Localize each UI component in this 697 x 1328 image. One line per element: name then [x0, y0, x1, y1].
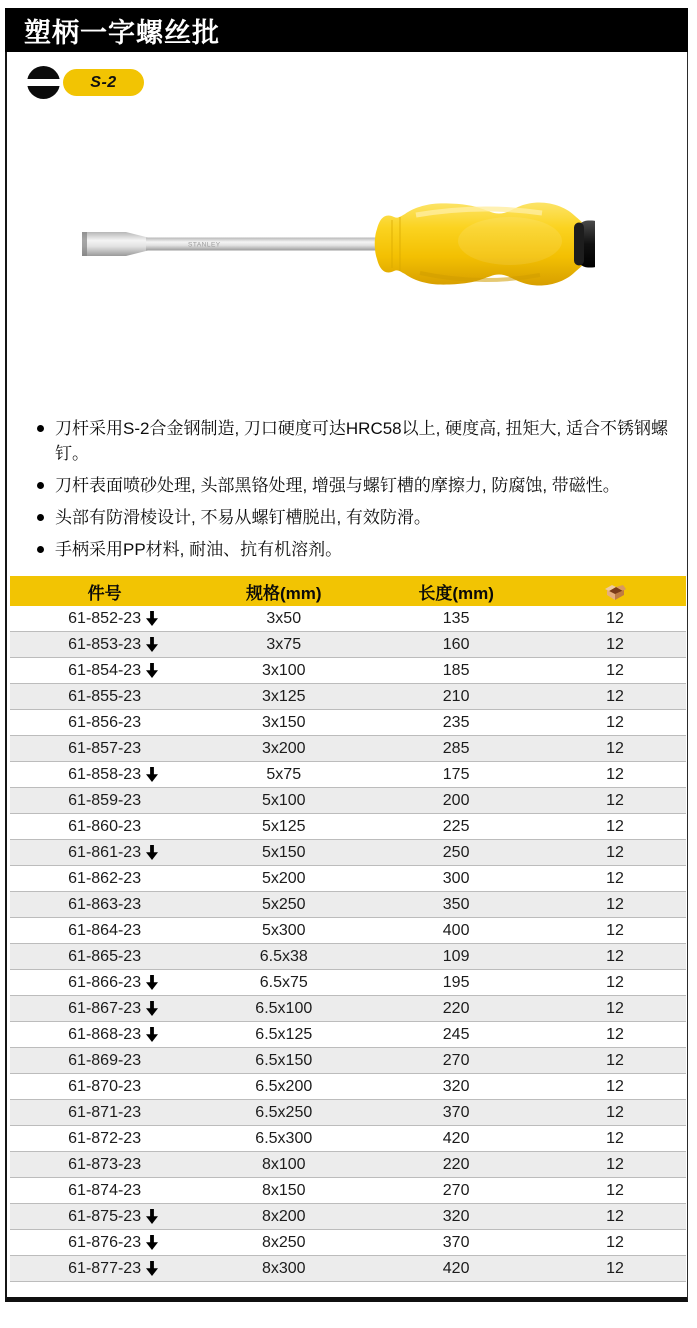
length-cell: 109 — [368, 944, 544, 970]
table-row — [10, 892, 686, 918]
part-number: 61-858-23 — [68, 765, 142, 783]
table-row — [10, 1152, 686, 1178]
table-row — [10, 1204, 686, 1230]
parts-table-body — [10, 606, 686, 1282]
feature-list — [36, 416, 672, 562]
pack-qty-cell: 12 — [544, 1152, 686, 1178]
part-number: 61-877-23 — [68, 1259, 142, 1277]
spec-cell: 6.5x125 — [199, 1022, 368, 1048]
part-number: 61-867-23 — [68, 999, 142, 1017]
page-title-bar — [5, 8, 688, 52]
table-row — [10, 1230, 686, 1256]
spec-cell: 8x300 — [199, 1256, 368, 1282]
table-row — [10, 788, 686, 814]
part-number: 61-862-23 — [68, 869, 142, 887]
table-row — [10, 632, 686, 658]
screwdriver-illustration — [80, 189, 595, 299]
table-row — [10, 684, 686, 710]
part-number-cell — [10, 866, 199, 892]
table-row — [10, 606, 686, 632]
part-number: 61-874-23 — [68, 1181, 142, 1199]
part-number-cell — [10, 632, 199, 658]
spec-cell: 3x200 — [199, 736, 368, 762]
col-header-part: 件号 — [10, 576, 199, 606]
part-number-cell — [10, 892, 199, 918]
spec-cell: 8x250 — [199, 1230, 368, 1256]
part-number-cell — [10, 684, 199, 710]
page-title: 塑柄一字螺丝批 — [24, 17, 220, 48]
length-cell: 160 — [368, 632, 544, 658]
pack-qty-cell: 12 — [544, 632, 686, 658]
table-row — [10, 710, 686, 736]
pack-qty-cell: 12 — [544, 944, 686, 970]
part-number: 61-861-23 — [68, 843, 142, 861]
pack-qty-cell: 12 — [544, 1100, 686, 1126]
col-header-pack — [544, 576, 686, 606]
pack-qty-cell: 12 — [544, 762, 686, 788]
spec-cell: 6.5x250 — [199, 1100, 368, 1126]
table-row — [10, 866, 686, 892]
length-cell: 420 — [368, 1256, 544, 1282]
pack-qty-cell: 12 — [544, 970, 686, 996]
down-arrow-icon — [146, 767, 158, 782]
length-cell: 285 — [368, 736, 544, 762]
part-number-cell — [10, 1178, 199, 1204]
length-cell: 220 — [368, 1152, 544, 1178]
down-arrow-icon — [146, 1235, 158, 1250]
length-cell: 210 — [368, 684, 544, 710]
pack-qty-cell: 12 — [544, 658, 686, 684]
pack-qty-cell: 12 — [544, 866, 686, 892]
table-row — [10, 762, 686, 788]
part-number: 61-860-23 — [68, 817, 142, 835]
spec-cell: 3x125 — [199, 684, 368, 710]
table-row — [10, 970, 686, 996]
part-number: 61-863-23 — [68, 895, 142, 913]
spec-cell: 5x125 — [199, 814, 368, 840]
part-number-cell — [10, 606, 199, 632]
part-number-cell — [10, 1022, 199, 1048]
length-cell: 250 — [368, 840, 544, 866]
pack-qty-cell: 12 — [544, 840, 686, 866]
part-number-cell — [10, 788, 199, 814]
feature-text: 刀杆表面喷砂处理, 头部黑铬处理, 增强与螺钉槽的摩擦力, 防腐蚀, 带磁性。 — [55, 476, 620, 495]
part-number: 61-870-23 — [68, 1077, 142, 1095]
spec-cell: 8x150 — [199, 1178, 368, 1204]
length-cell: 420 — [368, 1126, 544, 1152]
length-cell: 175 — [368, 762, 544, 788]
part-number-cell — [10, 1048, 199, 1074]
spec-cell: 5x250 — [199, 892, 368, 918]
down-arrow-icon — [146, 845, 158, 860]
length-cell: 320 — [368, 1204, 544, 1230]
spec-cell: 5x100 — [199, 788, 368, 814]
blade-tip — [82, 232, 150, 256]
part-number: 61-857-23 — [68, 739, 142, 757]
part-number: 61-864-23 — [68, 921, 142, 939]
table-row — [10, 1126, 686, 1152]
length-cell: 220 — [368, 996, 544, 1022]
down-arrow-icon — [146, 1001, 158, 1016]
spec-cell: 6.5x300 — [199, 1126, 368, 1152]
pack-qty-cell: 12 — [544, 1256, 686, 1282]
spec-cell: 6.5x100 — [199, 996, 368, 1022]
part-number: 61-865-23 — [68, 947, 142, 965]
down-arrow-icon — [146, 663, 158, 678]
part-number-cell — [10, 710, 199, 736]
part-number: 61-871-23 — [68, 1103, 142, 1121]
carton-box-icon — [604, 582, 627, 601]
pack-qty-cell: 12 — [544, 710, 686, 736]
length-cell: 200 — [368, 788, 544, 814]
table-row — [10, 1178, 686, 1204]
spec-cell: 3x50 — [266, 609, 302, 627]
feature-text: 头部有防滑棱设计, 不易从螺钉槽脱出, 有效防滑。 — [55, 508, 431, 527]
part-number: 61-869-23 — [68, 1051, 142, 1069]
shaft — [146, 238, 394, 251]
table-row — [10, 1074, 686, 1100]
table-row — [10, 944, 686, 970]
feature-text: 手柄采用PP材料, 耐油、抗有机溶剂。 — [55, 540, 343, 559]
spec-cell: 6.5x38 — [199, 944, 368, 970]
spec-cell: 3x100 — [199, 658, 368, 684]
length-cell: 320 — [368, 1074, 544, 1100]
pack-qty-cell: 12 — [544, 684, 686, 710]
length-cell: 195 — [368, 970, 544, 996]
spec-cell: 3x150 — [199, 710, 368, 736]
parts-table — [10, 576, 686, 1282]
down-arrow-icon — [146, 1027, 158, 1042]
pack-qty-cell: 12 — [544, 918, 686, 944]
feature-item — [36, 473, 672, 498]
table-row — [10, 1256, 686, 1282]
down-arrow-icon — [146, 637, 158, 652]
part-number-cell — [10, 762, 199, 788]
length-cell: 185 — [368, 658, 544, 684]
table-row — [10, 918, 686, 944]
feature-item — [36, 505, 672, 530]
part-number: 61-876-23 — [68, 1233, 142, 1251]
part-number-cell — [10, 840, 199, 866]
shaft-brand-text: STANLEY — [188, 241, 221, 249]
length-cell: 235 — [368, 710, 544, 736]
part-number: 61-852-23 — [68, 609, 142, 627]
part-number: 61-855-23 — [68, 687, 142, 705]
length-cell: 370 — [368, 1100, 544, 1126]
table-row — [10, 1022, 686, 1048]
catalog-page — [5, 8, 688, 1302]
part-number-cell — [10, 1126, 199, 1152]
part-number-cell — [10, 814, 199, 840]
part-number-cell — [10, 1074, 199, 1100]
down-arrow-icon — [146, 975, 158, 990]
part-number-cell — [10, 1256, 199, 1282]
product-badges — [27, 66, 687, 99]
part-number: 61-868-23 — [68, 1025, 142, 1043]
part-number-cell — [10, 1100, 199, 1126]
part-number: 61-872-23 — [68, 1129, 142, 1147]
table-row — [10, 1048, 686, 1074]
length-cell: 270 — [368, 1178, 544, 1204]
pack-qty-cell: 12 — [544, 1074, 686, 1100]
pack-qty-cell: 12 — [544, 1204, 686, 1230]
down-arrow-icon — [146, 611, 158, 626]
feature-item — [36, 416, 672, 466]
slotted-tip-icon — [27, 66, 60, 99]
col-header-length: 长度(mm) — [368, 576, 544, 606]
pack-qty-cell: 12 — [544, 1178, 686, 1204]
pack-qty-cell: 12 — [544, 1048, 686, 1074]
table-row — [10, 736, 686, 762]
part-number-cell — [10, 1204, 199, 1230]
pack-qty-cell: 12 — [606, 609, 624, 627]
spec-cell: 8x200 — [199, 1204, 368, 1230]
length-cell: 135 — [442, 609, 470, 627]
table-row — [10, 840, 686, 866]
part-number-cell — [10, 970, 199, 996]
down-arrow-icon — [146, 1209, 158, 1224]
spec-cell: 8x100 — [199, 1152, 368, 1178]
part-number-cell — [10, 1152, 199, 1178]
length-cell: 300 — [368, 866, 544, 892]
length-cell: 270 — [368, 1048, 544, 1074]
part-number: 61-875-23 — [68, 1207, 142, 1225]
table-row — [10, 996, 686, 1022]
feature-item — [36, 537, 672, 562]
length-cell: 245 — [368, 1022, 544, 1048]
pack-qty-cell: 12 — [544, 814, 686, 840]
table-row — [10, 658, 686, 684]
steel-grade-badge: S-2 — [63, 69, 144, 96]
part-number-cell — [10, 996, 199, 1022]
length-cell: 400 — [368, 918, 544, 944]
table-row — [10, 1100, 686, 1126]
table-row — [10, 814, 686, 840]
part-number-cell — [10, 736, 199, 762]
part-number-cell — [10, 1230, 199, 1256]
spec-cell: 5x75 — [199, 762, 368, 788]
product-image — [80, 189, 595, 299]
spec-cell: 6.5x200 — [199, 1074, 368, 1100]
pack-qty-cell: 12 — [544, 1126, 686, 1152]
length-cell: 225 — [368, 814, 544, 840]
spec-cell: 6.5x150 — [199, 1048, 368, 1074]
part-number: 61-856-23 — [68, 713, 142, 731]
length-cell: 370 — [368, 1230, 544, 1256]
part-number: 61-866-23 — [68, 973, 142, 991]
feature-text: 刀杆采用S-2合金钢制造, 刀口硬度可达HRC58以上, 硬度高, 扭矩大, 适合不锈钢螺钉。 — [55, 419, 668, 463]
pack-qty-cell: 12 — [544, 892, 686, 918]
part-number: 61-859-23 — [68, 791, 142, 809]
spec-cell: 6.5x75 — [199, 970, 368, 996]
table-header-row — [10, 576, 686, 606]
pack-qty-cell: 12 — [544, 788, 686, 814]
spec-cell: 5x300 — [199, 918, 368, 944]
spec-cell: 5x200 — [199, 866, 368, 892]
pack-qty-cell: 12 — [544, 1022, 686, 1048]
part-number: 61-873-23 — [68, 1155, 142, 1173]
pack-qty-cell: 12 — [544, 1230, 686, 1256]
length-cell: 350 — [368, 892, 544, 918]
part-number: 61-854-23 — [68, 661, 142, 679]
spec-cell: 5x150 — [199, 840, 368, 866]
col-header-spec: 规格(mm) — [199, 576, 368, 606]
pack-qty-cell: 12 — [544, 736, 686, 762]
part-number-cell — [10, 658, 199, 684]
part-number: 61-853-23 — [68, 635, 142, 653]
part-number-cell — [10, 918, 199, 944]
pack-qty-cell: 12 — [544, 996, 686, 1022]
down-arrow-icon — [146, 1261, 158, 1276]
spec-cell: 3x75 — [199, 632, 368, 658]
part-number-cell — [10, 944, 199, 970]
